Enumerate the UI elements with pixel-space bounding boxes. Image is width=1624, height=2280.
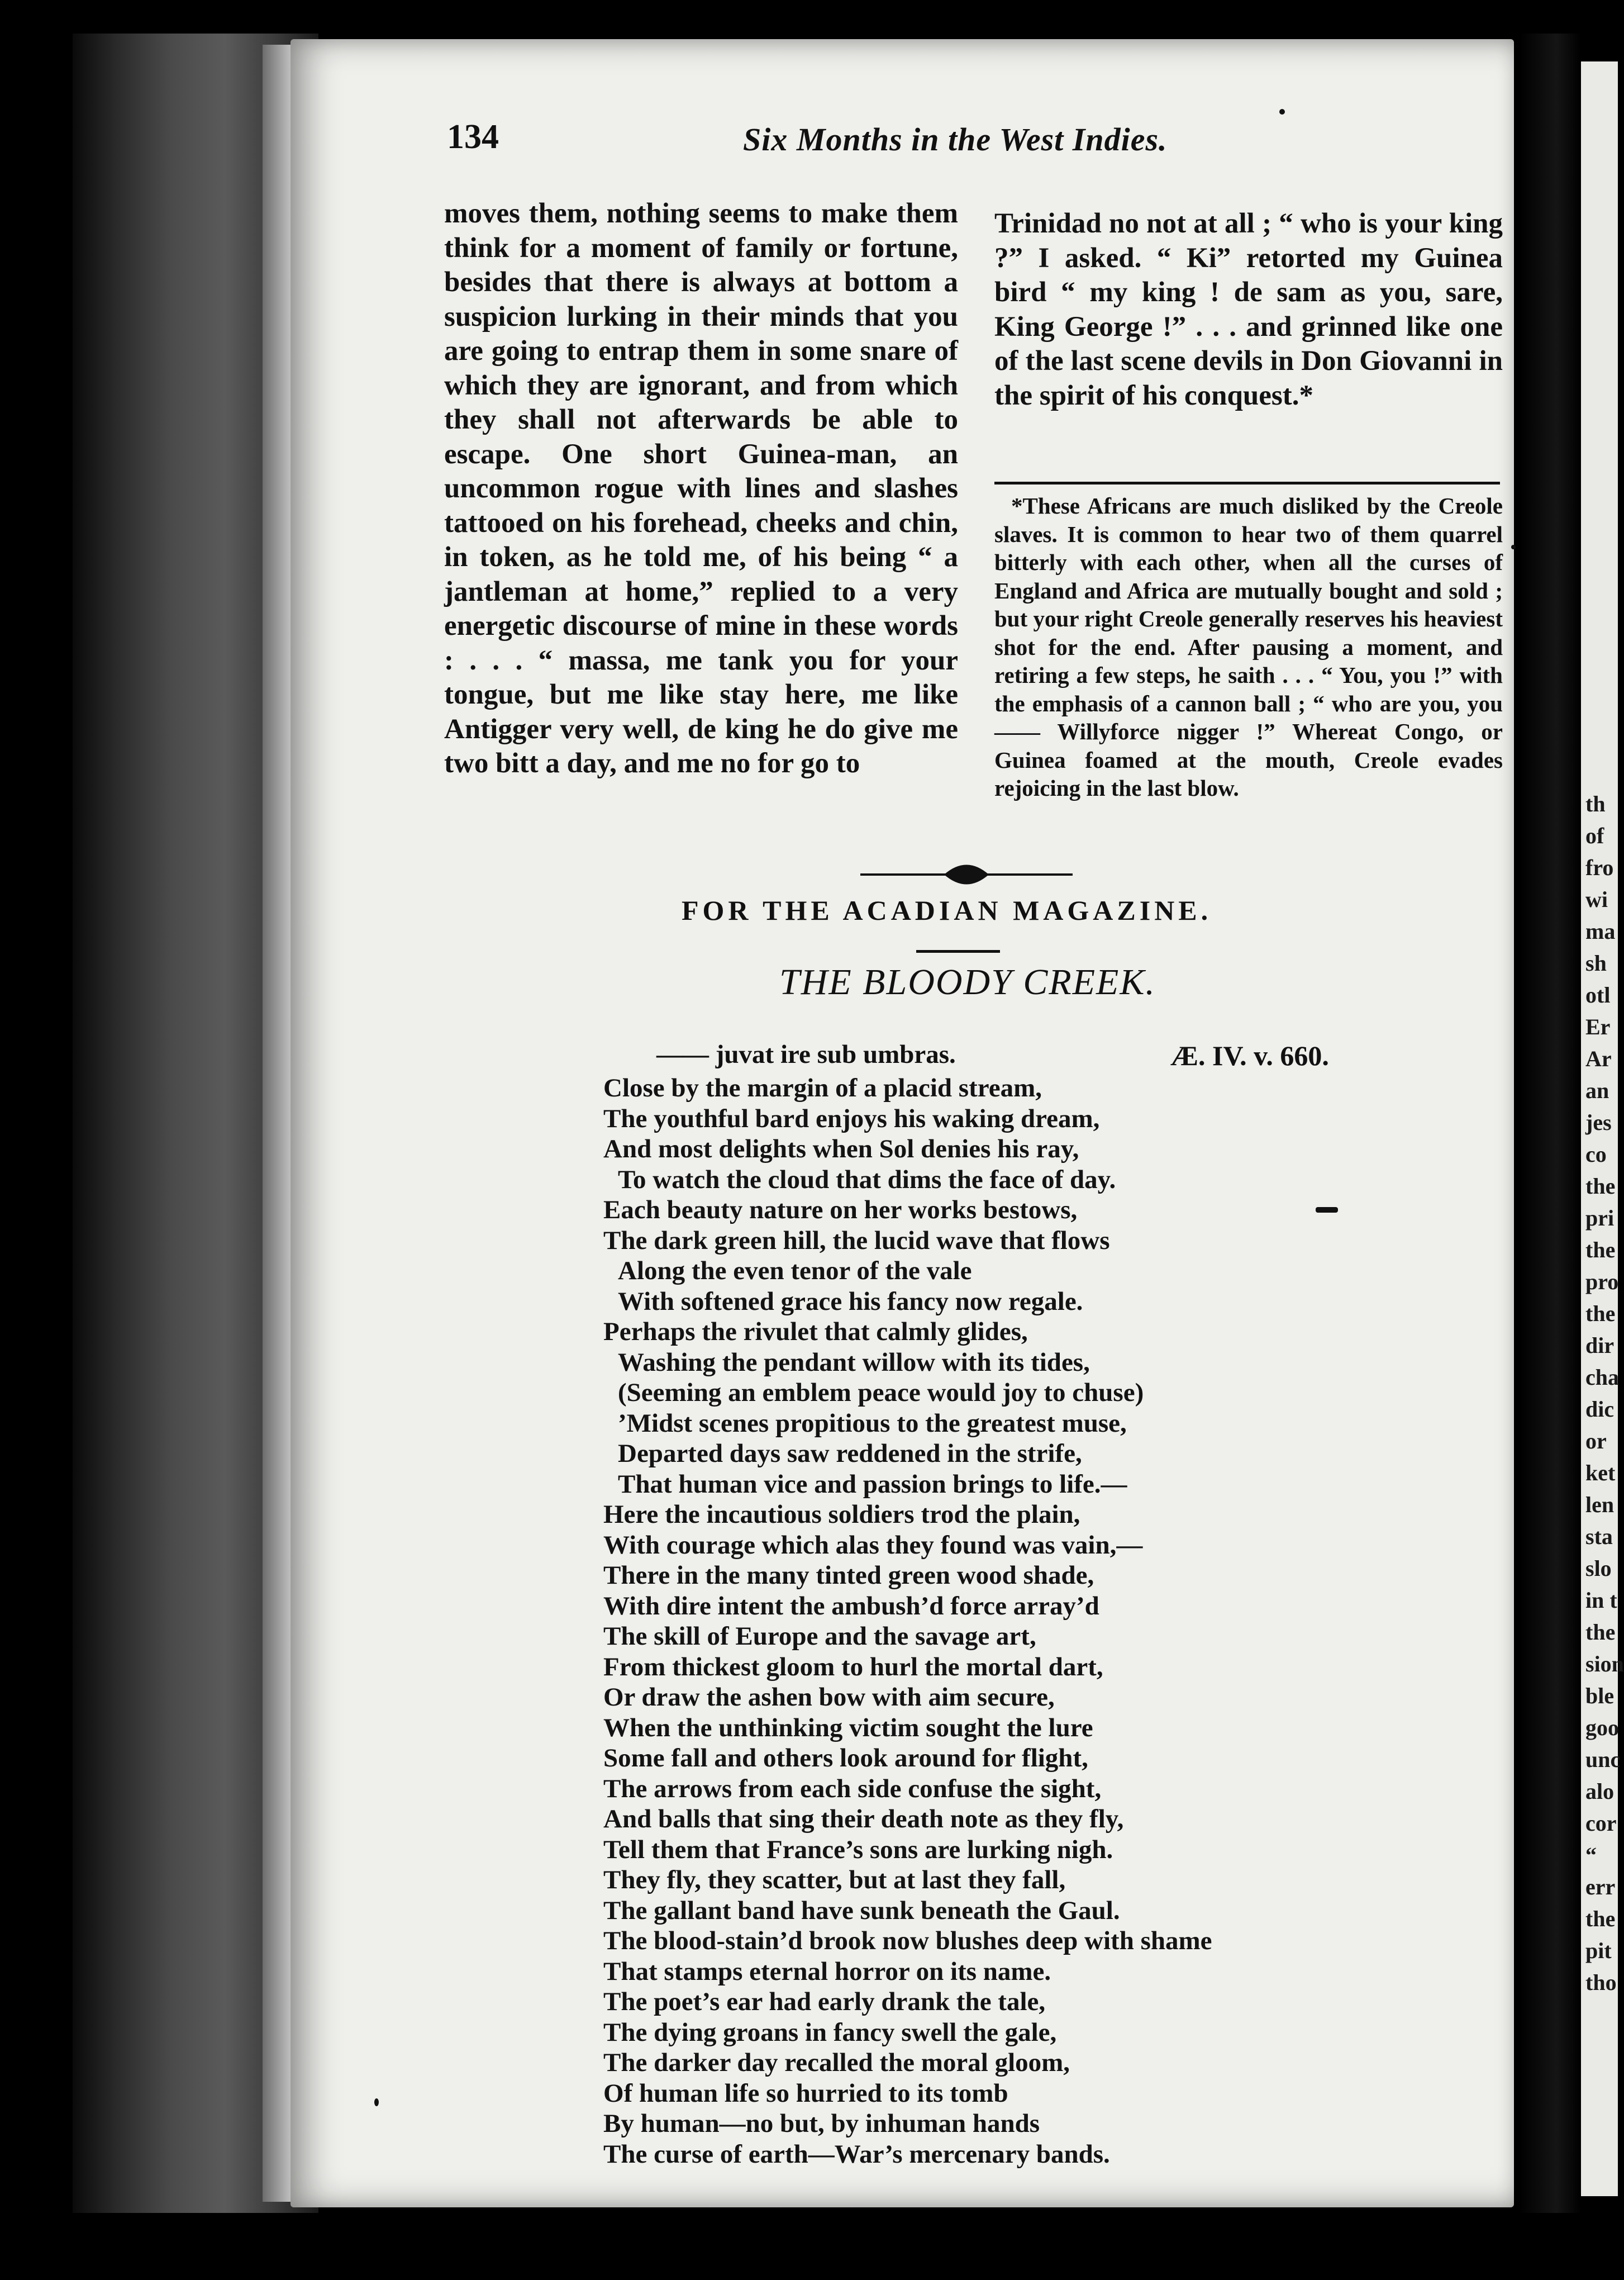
ink-speck [1279,109,1285,115]
next-page-line: dic [1585,1396,1615,1422]
poem-line: The skill of Europe and the savage art, [603,1622,1036,1651]
next-page-line: Ar [1585,1046,1612,1071]
next-page-line: th [1585,791,1606,816]
footnote [994,492,1503,802]
running-title: Six Months in the West Indies. [743,121,1168,158]
next-page-line: the [1585,1237,1616,1262]
next-page-line: in t [1585,1588,1617,1613]
next-page-line: unc [1585,1747,1621,1772]
next-page-fragments [1581,788,1624,1998]
poem-line: ’Midst scenes propitious to the greatest muse, [618,1408,1127,1438]
next-page-line: ket [1585,1460,1616,1485]
footnote-rule [994,482,1500,484]
poem-line: (Seeming an emblem peace would joy to chuse) [618,1378,1144,1407]
poem-line: That human vice and passion brings to life.— [618,1469,1127,1499]
next-page-line: sh [1585,951,1607,976]
poem-line: They fly, they scatter, but at last they fall, [603,1865,1066,1894]
next-page-line: fro [1585,855,1614,880]
next-page-line: pri [1585,1205,1615,1231]
next-page-line: of [1585,823,1604,848]
right-column-paragraph: Trinidad no not at all ; “ who is your king ?” I asked. “ Ki” retorted my Guinea bird “ my king ! de sam as you, sare, King George !” . . . and grinned like one of the last scene devils in Don Giovanni in the spirit of his conquest.* [994,208,1503,411]
next-page-line: len [1585,1492,1615,1517]
next-page-line: slo [1585,1556,1612,1581]
next-page-edge [1581,61,1624,2196]
page-gutter [1520,34,1581,2213]
poem-line: From thickest gloom to hurl the mortal dart, [603,1652,1103,1682]
epigraph-source: Æ. IV. v. 660. [1170,1040,1329,1071]
next-page-line: err [1585,1874,1616,1899]
poem-line: With softened grace his fancy now regale. [618,1286,1083,1316]
left-column [444,197,958,781]
next-page-line: the [1585,1301,1616,1326]
poem-line: The curse of earth—War’s mercenary bands. [603,2139,1110,2169]
poem-line: Perhaps the rivulet that calmly glides, [603,1317,1028,1346]
poem-line: The gallant band have sunk beneath the Gaul. [603,1896,1120,1925]
next-page-line: sta [1585,1524,1613,1549]
poem-line: Or draw the ashen bow with aim secure, [603,1683,1055,1712]
poem-line: The youthful bard enjoys his waking dream, [603,1104,1100,1133]
ink-speck [1511,545,1516,549]
title-rule [916,950,1000,953]
poem-line: Close by the margin of a placid stream, [603,1074,1042,1103]
poem-line: By human—no but, by inhuman hands [603,2109,1040,2138]
poem-line: There in the many tinted green wood shade, [603,1561,1094,1590]
poem-line: With dire intent the ambush’d force array’d [603,1591,1099,1621]
next-page-line: alo [1585,1779,1615,1804]
next-page-line: goo [1585,1715,1619,1740]
next-page-line: wi [1585,887,1608,912]
next-page-line: tho [1585,1970,1617,1995]
page-header [447,117,1397,168]
poem-line: Washing the pendant willow with its tides, [618,1347,1090,1377]
poem-line: Some fall and others look around for flight, [603,1744,1088,1773]
poem-line: The blood-stain’d brook now blushes deep with shame [603,1926,1212,1955]
poem-line: Of human life so hurried to its tomb [603,2078,1008,2108]
right-column [994,207,1503,413]
poem-line: That stamps eternal horror on its name. [603,1956,1051,1986]
ornament-divider-icon [860,855,1073,894]
left-column-paragraph: moves them, nothing seems to make them think for a moment of family or fortune, besides that there is always at bottom a suspicion lurking in their minds that you are going to entrap them in some snare of which they are ignorant, and from which they shall not afterwards be able to escape. One short Guinea-man, an uncommon rogue with lines and slashes tattooed on his forehead, cheeks and chin, in token, as he told me, of his being “ a jantleman at home,” replied to a very energetic discourse of mine in these words : . . . “ massa, me tank you for your tongue, but me like stay here, me like Antigger very well, de king he do give me two bitt a day, and me no for go to [444,198,958,779]
next-page-line: an [1585,1078,1609,1103]
next-page-line: cha [1585,1365,1619,1390]
poem-line: The dying groans in fancy swell the gale, [603,2017,1057,2047]
poem-line: The dark green hill, the lucid wave that flows [603,1226,1110,1255]
next-page-line: the [1585,1619,1616,1645]
poem-line: The darker day recalled the moral gloom, [603,2048,1070,2077]
poem-line: And most delights when Sol denies his ray, [603,1134,1079,1163]
poem-line: Tell them that France’s sons are lurking nigh. [603,1835,1113,1864]
poem-line: Each beauty nature on her works bestows, [603,1195,1078,1224]
ink-speck [1316,1207,1338,1213]
next-page-line: pit [1585,1938,1612,1963]
next-page-line: “ [1585,1842,1597,1868]
next-page-line: the [1585,1174,1616,1199]
epigraph: —— juvat ire sub umbras. [656,1040,956,1069]
next-page-line: the [1585,1906,1616,1931]
next-page-line: pro [1585,1269,1619,1294]
poem-title: THE BLOODY CREEK. [779,962,1156,1003]
next-page-line: cor [1585,1811,1617,1836]
poem-line: Here the incautious soldiers trod the plain, [603,1500,1080,1529]
next-page-line: ble [1585,1683,1615,1708]
page-number: 134 [447,118,499,156]
next-page-line: Er [1585,1014,1611,1039]
poem-line: With courage which alas they found was vain,— [603,1530,1143,1560]
next-page-line: co [1585,1142,1607,1167]
poem-line: To watch the cloud that dims the face of day. [618,1165,1116,1194]
poem-line: And balls that sing their death note as they fly, [603,1804,1124,1834]
section-heading: FOR THE ACADIAN MAGAZINE. [682,895,1212,926]
poem-body [603,1073,1307,2169]
poem-line: The poet’s ear had early drank the tale, [603,1987,1046,2016]
footnote-text: *These Africans are much disliked by the Creole slaves. It is common to hear two of them quarrel bitterly with each other, when all the curses of England and Africa are mutually bought and sold ; but your right Creole generally reserves his heaviest shot for the end. After pausing a moment, and retiring a few steps, he saith . . . “ You, you !” with the emphasis of a cannon ball ; “ who are you, you —— Willyforce nigger !” Whereat Congo, or Guinea foamed at the mouth, Creole evades rejoicing in the last blow. [994,493,1503,801]
poem-line: When the unthinking victim sought the lure [603,1713,1093,1742]
ink-speck [374,2098,379,2106]
poem-line: The arrows from each side confuse the sight, [603,1774,1102,1803]
next-page-line: sion [1585,1651,1624,1676]
next-page-line: otl [1585,982,1611,1008]
poem-line: Departed days saw reddened in the strife, [618,1439,1082,1468]
next-page-line: jes [1585,1110,1612,1135]
next-page-line: or [1585,1428,1607,1454]
next-page-line: ma [1585,919,1616,944]
poem-line: Along the even tenor of the vale [618,1256,972,1285]
next-page-line: dir [1585,1333,1615,1358]
